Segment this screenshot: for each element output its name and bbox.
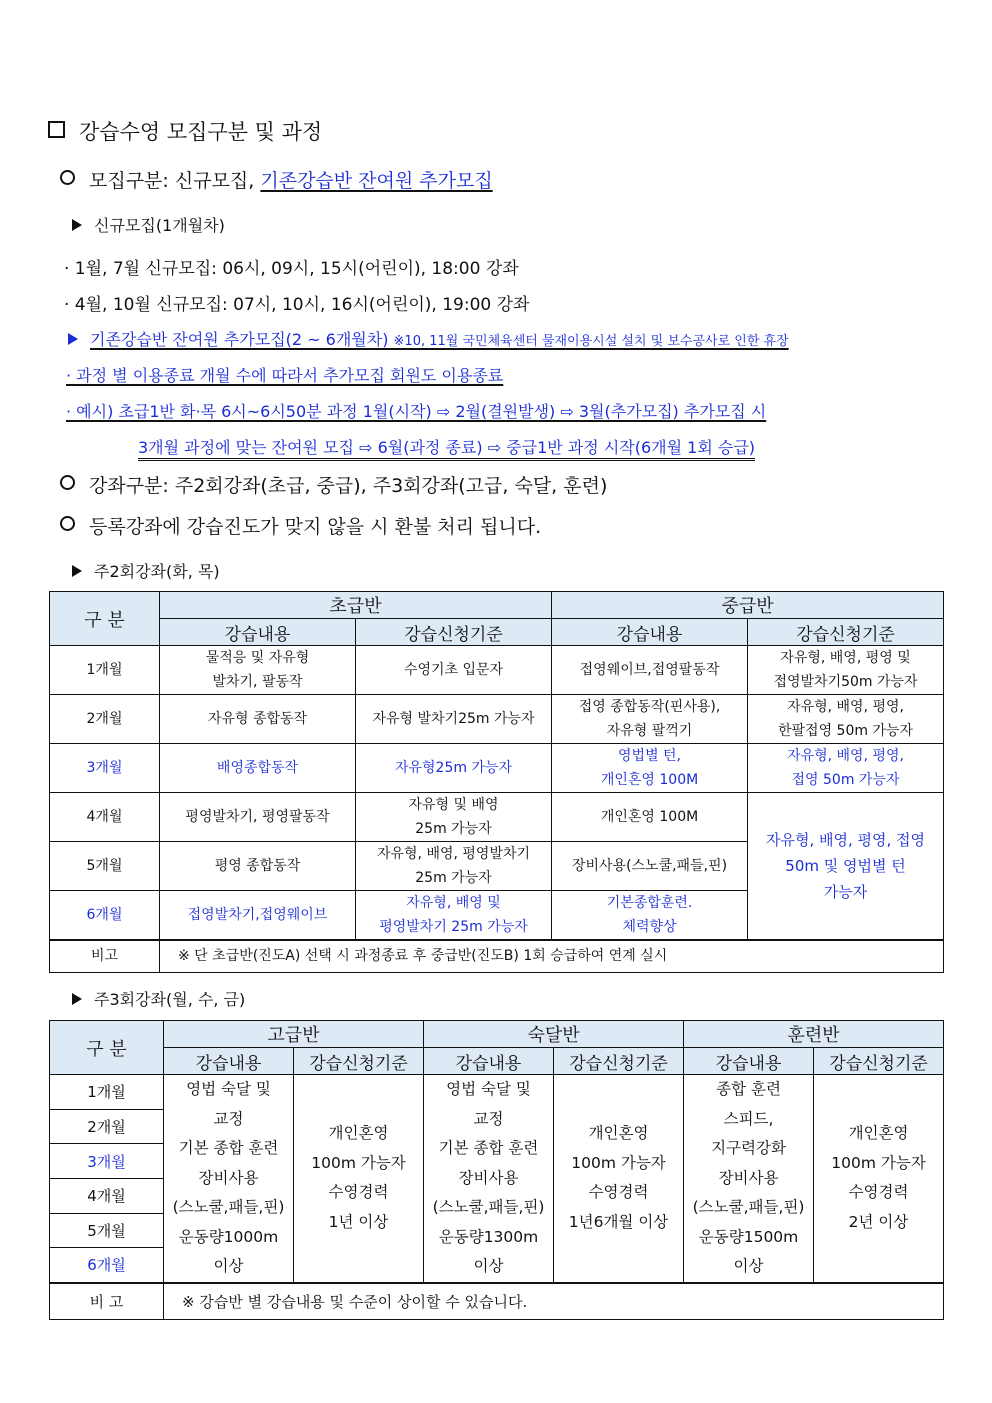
criteria-cell: 자유형, 배영, 평영, 한팔접영 50m 가능자 [748, 695, 944, 744]
table-row [50, 793, 944, 842]
month-cell: 2개월 [50, 695, 160, 744]
content-cell: 영법 숙달 및 교정 기본 종합 훈련 장비사용 (스노쿨,패들,핀) 운동량1000m 이상 [164, 1075, 294, 1283]
criteria-cell: 자유형, 배영, 평영, 접영 50m 가능자 [748, 744, 944, 793]
content-cell: 접영 종합동작(핀사용), 자유형 팔꺽기 [552, 695, 748, 744]
circle-bullet-icon [60, 516, 75, 531]
sub-criteria: 강습신청기준 [814, 1048, 944, 1075]
extra-recruit-line-2: · 예시) 초급1반 화·목 6시~6시50분 과정 1월(시작) ⇨ 2월(결원발생) ⇨ 3월(추가모집) 추가모집 시 [66, 402, 767, 421]
table-row-note [50, 1283, 944, 1320]
content-cell: 평영 종합동작 [160, 842, 356, 891]
table-row [50, 646, 944, 695]
month-cell: 2개월 [50, 1109, 164, 1144]
triangle-bullet-icon [72, 565, 82, 577]
extra-recruit-link[interactable]: 기존강습반 잔여원 추가모집 [260, 170, 493, 192]
criteria-cell: 자유형 발차기25m 가능자 [356, 695, 552, 744]
criteria-cell: 개인혼영 100m 가능자 수영경력 1년 이상 [294, 1075, 424, 1283]
checkbox-icon [48, 121, 65, 138]
table-row-note [50, 940, 944, 972]
table-row [50, 1075, 944, 1110]
criteria-cell-merged: 자유형, 배영, 평영, 접영 50m 및 영법별 턴 가능자 [748, 793, 944, 941]
circle-bullet-icon [60, 475, 75, 490]
group-advanced: 고급반 [164, 1021, 424, 1048]
month-cell: 3개월 [50, 1144, 164, 1179]
note-text: ※ 강습반 별 강습내용 및 수준이 상이할 수 있습니다. [164, 1283, 944, 1320]
criteria-cell: 개인혼영 100m 가능자 수영경력 2년 이상 [814, 1075, 944, 1283]
criteria-cell: 수영기초 입문자 [356, 646, 552, 695]
month-cell: 5개월 [50, 1213, 164, 1248]
col-gubun: 구 분 [50, 1021, 164, 1075]
group-intermediate: 중급반 [552, 592, 944, 619]
content-cell: 평영발차기, 평영팔동작 [160, 793, 356, 842]
triangle-bullet-icon [72, 993, 82, 1005]
table2-heading: 주3회강좌(월, 수, 금) [72, 987, 245, 1010]
month-cell: 3개월 [50, 744, 160, 793]
triangle-bullet-icon [68, 333, 78, 345]
content-cell: 종합 훈련 스피드, 지구력강화 장비사용 (스노쿨,패들,핀) 운동량1500m 이상 [684, 1075, 814, 1283]
criteria-cell: 자유형, 배영, 평영발차기 25m 가능자 [356, 842, 552, 891]
group-mastery: 숙달반 [424, 1021, 684, 1048]
table-row [50, 744, 944, 793]
recruit-line: 모집구분: 신규모집, 기존강습반 잔여원 추가모집 [60, 166, 493, 193]
extra-recruit-heading: 기존강습반 잔여원 추가모집(2 ~ 6개월차) ※10, 11월 국민체육센터 물재이용시설 설치 및 보수공사로 인한 휴장 [68, 327, 789, 350]
triangle-bullet-icon [72, 219, 82, 231]
note-label: 비고 [50, 940, 160, 972]
note-label: 비 고 [50, 1283, 164, 1320]
month-cell: 6개월 [50, 1248, 164, 1283]
month-cell: 4개월 [50, 1178, 164, 1213]
extra-recruit-line-1: · 과정 별 이용종료 개월 수에 따라서 추가모집 회원도 이용종료 [66, 366, 504, 385]
group-training: 훈련반 [684, 1021, 944, 1048]
sub-criteria: 강습신청기준 [356, 619, 552, 646]
content-cell: 기본종합훈련. 체력향상 [552, 891, 748, 941]
circle-bullet-icon [60, 170, 75, 185]
section-title: 강습수영 모집구분 및 과정 [48, 116, 322, 146]
content-cell: 접영발차기,접영웨이브 [160, 891, 356, 941]
new-recruit-line-2: · 4월, 10월 신규모집: 07시, 10시, 16시(어린이), 19:00 강좌 [64, 295, 530, 315]
sub-criteria: 강습신청기준 [554, 1048, 684, 1075]
extra-recruit-line-3: 3개월 과정에 맞는 잔여원 모집 ⇨ 6월(과정 종료) ⇨ 중급1반 과정 시작(6개월 1회 승급) [138, 435, 755, 458]
content-cell: 접영웨이브,접영팔동작 [552, 646, 748, 695]
sub-content: 강습내용 [684, 1048, 814, 1075]
month-cell: 6개월 [50, 891, 160, 941]
sub-criteria: 강습신청기준 [294, 1048, 424, 1075]
content-cell: 자유형 종합동작 [160, 695, 356, 744]
new-recruit-line-1: · 1월, 7월 신규모집: 06시, 09시, 15시(어린이), 18:00 강좌 [64, 259, 519, 279]
col-gubun: 구 분 [50, 592, 160, 646]
group-beginner: 초급반 [160, 592, 552, 619]
sub-content: 강습내용 [164, 1048, 294, 1075]
new-recruit-heading: 신규모집(1개월차) [72, 213, 225, 236]
month-cell: 4개월 [50, 793, 160, 842]
criteria-cell: 자유형25m 가능자 [356, 744, 552, 793]
sub-content: 강습내용 [160, 619, 356, 646]
sub-content: 강습내용 [424, 1048, 554, 1075]
criteria-cell: 개인혼영 100m 가능자 수영경력 1년6개월 이상 [554, 1075, 684, 1283]
sub-criteria: 강습신청기준 [748, 619, 944, 646]
sub-content: 강습내용 [552, 619, 748, 646]
month-cell: 1개월 [50, 1075, 164, 1110]
criteria-cell: 자유형, 배영 및 평영발차기 25m 가능자 [356, 891, 552, 941]
month-cell: 5개월 [50, 842, 160, 891]
content-cell: 영법 숙달 및 교정 기본 종합 훈련 장비사용 (스노쿨,패들,핀) 운동량1300m 이상 [424, 1075, 554, 1283]
note-text: ※ 단 초급반(진도A) 선택 시 과정종료 후 중급반(진도B) 1회 승급하여 연계 실시 [160, 940, 944, 972]
criteria-cell: 자유형 및 배영 25m 가능자 [356, 793, 552, 842]
content-cell: 영법별 턴, 개인혼영 100M [552, 744, 748, 793]
table-row [50, 695, 944, 744]
content-cell: 개인혼영 100M [552, 793, 748, 842]
course-type-line: 강좌구분: 주2회강좌(초급, 중급), 주3회강좌(고급, 숙달, 훈련) [60, 471, 607, 498]
content-cell: 배영종합동작 [160, 744, 356, 793]
criteria-cell: 자유형, 배영, 평영 및 접영발차기50m 가능자 [748, 646, 944, 695]
table1-heading: 주2회강좌(화, 목) [72, 559, 220, 582]
month-cell: 1개월 [50, 646, 160, 695]
refund-line: 등록강좌에 강습진도가 맞지 않을 시 환불 처리 됩니다. [60, 512, 541, 539]
closure-note: ※10, 11월 국민체육센터 물재이용시설 설치 및 보수공사로 인한 휴장 [393, 334, 789, 349]
content-cell: 장비사용(스노쿨,패들,핀) [552, 842, 748, 891]
content-cell: 물적응 및 자유형 발차기, 팔동작 [160, 646, 356, 695]
thrice-weekly-table [49, 1020, 944, 1320]
twice-weekly-table [49, 591, 944, 973]
